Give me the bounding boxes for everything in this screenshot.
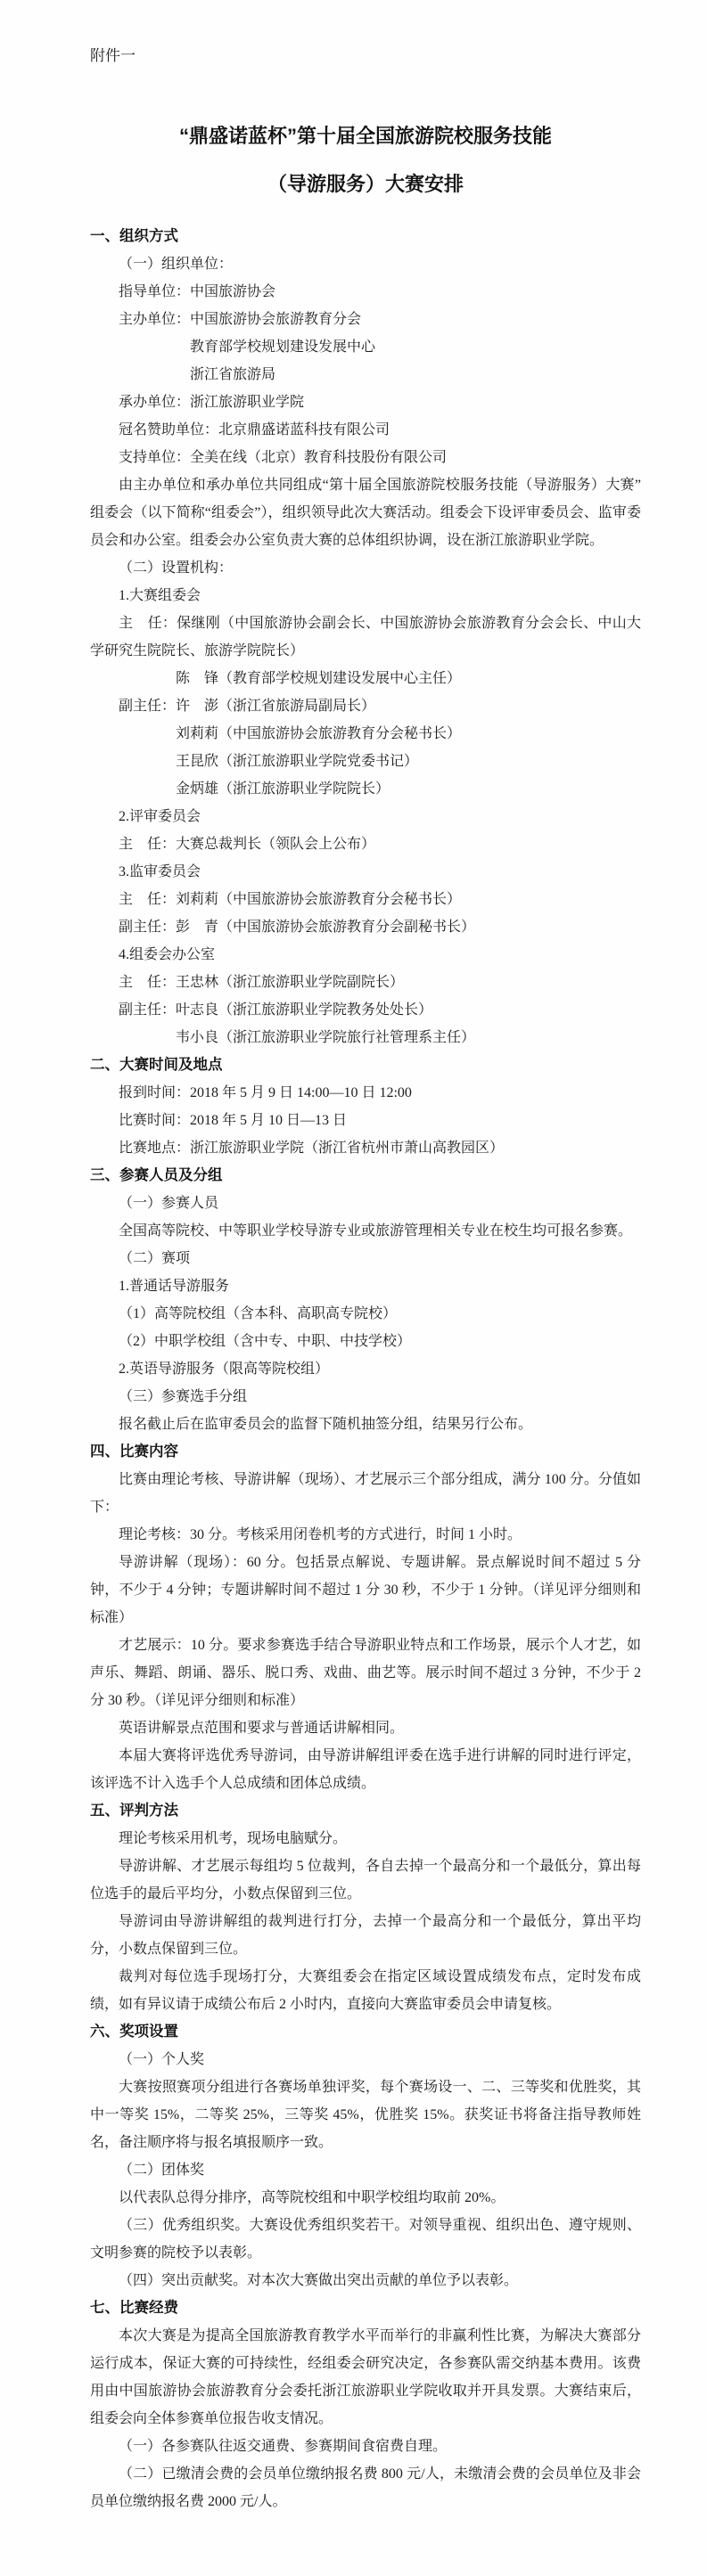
paragraph: 比赛时间：2018 年 5 月 10 日—13 日	[119, 1113, 348, 1128]
paragraph: 由主办单位和承办单位共同组成“第十届全国旅游院校服务技能（导游服务）大赛”组委会（以下简称“组委会”），组织领导此次大赛活动。组委会下设评审委员会、监审委员会和办公室。组委会办公室负责大赛的总体组织协调，设在浙江旅游职业学院。	[90, 478, 641, 548]
paragraph: （二）团体奖	[119, 2163, 205, 2178]
paragraph: （三）参赛选手分组	[119, 1389, 248, 1404]
paragraph: 以代表队总得分排序，高等院校组和中职学校组均取前 20%。	[119, 2190, 506, 2205]
paragraph: 1.普通话导游服务	[119, 1279, 230, 1294]
paragraph: 副主任：叶志良（浙江旅游职业学院教务处处长）	[119, 1002, 433, 1018]
section	[90, 1438, 641, 1797]
paragraph: 大赛按照赛项分组进行各赛场单独评奖，每个赛场设一、二、三等奖和优胜奖，其中一等奖 15%，二等奖 25%，三等奖 45%，优胜奖 15%。获奖证书将备注指导教师姓名，备注顺序将与报名填报顺序一致。	[90, 2080, 641, 2150]
paragraph: 承办单位：浙江旅游职业学院	[119, 395, 305, 410]
paragraph: 冠名赞助单位：北京鼎盛诺蓝科技有限公司	[119, 422, 390, 438]
paragraph: 金炳雄（浙江旅游职业学院院长）	[176, 781, 390, 797]
paragraph: 报名截止后在监审委员会的监督下随机抽签分组，结果另行公布。	[119, 1417, 533, 1432]
paragraph: 导游讲解、才艺展示每组均 5 位裁判，各自去掉一个最高分和一个最低分，算出每位选手的最后平均分，小数点保留到三位。	[90, 1859, 641, 1901]
section-heading: 五、评判方法	[90, 1803, 178, 1819]
paragraph: 3.监审委员会	[119, 864, 201, 879]
section-heading: 六、奖项设置	[90, 2024, 178, 2040]
paragraph: （一）个人奖	[119, 2052, 205, 2067]
paragraph: 王昆欣（浙江旅游职业学院党委书记）	[176, 754, 419, 769]
paragraph: （二）设置机构：	[119, 560, 234, 576]
paragraph: 4.组委会办公室	[119, 947, 216, 962]
section	[90, 1162, 641, 1438]
paragraph: 裁判对每位选手现场打分，大赛组委会在指定区域设置成绩发布点，定时发布成绩，如有异议请于成绩公布后 2 小时内，直接向大赛监审委员会申请复核。	[90, 1969, 641, 2012]
paragraph: 比赛由理论考核、导游讲解（现场）、才艺展示三个部分组成，满分 100 分。分值如下：	[90, 1472, 641, 1515]
paragraph: （二）赛项	[119, 1251, 191, 1266]
paragraph: 报到时间：2018 年 5 月 9 日 14:00—10 日 12:00	[119, 1085, 412, 1100]
paragraph: 理论考核：30 分。考核采用闭卷机考的方式进行，时间 1 小时。	[119, 1527, 522, 1542]
paragraph: 才艺展示：10 分。要求参赛选手结合导游职业特点和工作场景，展示个人才艺，如声乐、舞蹈、朗诵、器乐、脱口秀、戏曲、曲艺等。展示时间不超过 3 分钟，不少于 2 分 30 秒。（详见评分细则和标准）	[90, 1638, 641, 1708]
paragraph: （二）已缴清会费的会员单位缴纳报名费 800 元/人，未缴清会费的会员单位及非会员单位缴纳报名费 2000 元/人。	[90, 2466, 641, 2509]
paragraph: （1）高等院校组（含本科、高职高专院校）	[119, 1306, 398, 1321]
section	[90, 1051, 641, 1162]
paragraph: 本届大赛将评选优秀导游词，由导游讲解组评委在选手进行讲解的同时进行评定，该评选不计入选手个人总成绩和团体总成绩。	[90, 1748, 641, 1791]
paragraph: （一）参赛人员	[119, 1196, 219, 1211]
section	[90, 223, 641, 1051]
paragraph: 主 任：刘莉莉（中国旅游协会旅游教育分会秘书长）	[119, 892, 462, 907]
paragraph: 陈 锋（教育部学校规划建设发展中心主任）	[176, 671, 462, 686]
paragraph: 英语讲解景点范围和要求与普通话讲解相同。	[119, 1721, 405, 1736]
paragraph: 刘莉莉（中国旅游协会旅游教育分会秘书长）	[176, 726, 462, 741]
paragraph: 副主任：彭 青（中国旅游协会旅游教育分会副秘书长）	[119, 920, 476, 935]
paragraph: 韦小良（浙江旅游职业学院旅行社管理系主任）	[176, 1030, 476, 1045]
paragraph: 理论考核采用机考，现场电脑赋分。	[119, 1831, 348, 1846]
paragraph: 支持单位：全美在线（北京）教育科技股份有限公司	[119, 450, 448, 465]
section-heading: 二、大赛时间及地点	[90, 1057, 223, 1073]
paragraph: 主办单位：中国旅游协会旅游教育分会	[119, 312, 362, 327]
paragraph: 导游词由导游讲解组的裁判进行打分，去掉一个最高分和一个最低分，算出平均分，小数点保留到三位。	[90, 1914, 641, 1957]
section-heading: 七、比赛经费	[90, 2300, 178, 2316]
attachment-label: 附件一	[90, 47, 136, 64]
paragraph: 1.大赛组委会	[119, 588, 201, 603]
paragraph: 全国高等院校、中等职业学校导游专业或旅游管理相关专业在校生均可报名参赛。	[119, 1223, 633, 1239]
paragraph: （一）组织单位：	[119, 257, 234, 272]
paragraph: 指导单位：中国旅游协会	[119, 284, 276, 299]
paragraph: （一）各参赛队往返交通费、参赛期间食宿费自理。	[119, 2439, 448, 2454]
paragraph: （四）突出贡献奖。对本次大赛做出突出贡献的单位予以表彰。	[119, 2273, 519, 2288]
paragraph: 2.英语导游服务（限高等院校组）	[119, 1362, 330, 1377]
section-heading: 三、参赛人员及分组	[90, 1167, 223, 1183]
doc-title	[90, 112, 641, 209]
section	[90, 2294, 641, 2515]
paragraph: 主 任：王忠林（浙江旅游职业学院副院长）	[119, 975, 405, 990]
doc-title-line-1: “鼎盛诺蓝杯”第十届全国旅游院校服务技能	[178, 125, 552, 147]
paragraph: 2.评审委员会	[119, 809, 201, 824]
section	[90, 2018, 641, 2294]
paragraph: （三）优秀组织奖。大赛设优秀组织奖若干。对领导重视、组织出色、遵守规则、文明参赛的院校予以表彰。	[90, 2218, 641, 2261]
section	[90, 1797, 641, 2018]
paragraph: 导游讲解（现场）：60 分。包括景点解说、专题讲解。景点解说时间不超过 5 分钟，不少于 4 分钟；专题讲解时间不超过 1 分 30 秒，不少于 1 分钟。（详见评分细则和标准）	[90, 1555, 641, 1625]
doc-title-line-2: （导游服务）大赛安排	[267, 173, 464, 195]
paragraph: 教育部学校规划建设发展中心	[190, 339, 376, 355]
paragraph: 本次大赛是为提高全国旅游教育教学水平而举行的非赢利性比赛，为解决大赛部分运行成本，保证大赛的可持续性，经组委会研究决定，各参赛队需交纳基本费用。该费用由中国旅游协会旅游教育分会委托浙江旅游职业学院收取并开具发票。大赛结束后，组委会向全体参赛单位报告收支情况。	[90, 2328, 641, 2426]
paragraph: （2）中职学校组（含中专、中职、中技学校）	[119, 1334, 412, 1349]
section-heading: 一、组织方式	[90, 228, 178, 244]
document-body	[90, 223, 641, 2515]
paragraph: 浙江省旅游局	[190, 367, 276, 382]
paragraph: 比赛地点：浙江旅游职业学院（浙江省杭州市萧山高教园区）	[119, 1141, 505, 1156]
paragraph: 副主任：许 澎（浙江省旅游局副局长）	[119, 699, 376, 714]
section-heading: 四、比赛内容	[90, 1443, 178, 1460]
paragraph: 主 任：保继刚（中国旅游协会副会长、中国旅游协会旅游教育分会会长、中山大学研究生院院长、旅游学院院长）	[90, 616, 641, 658]
paragraph: 主 任：大赛总裁判长（领队会上公布）	[119, 837, 376, 852]
